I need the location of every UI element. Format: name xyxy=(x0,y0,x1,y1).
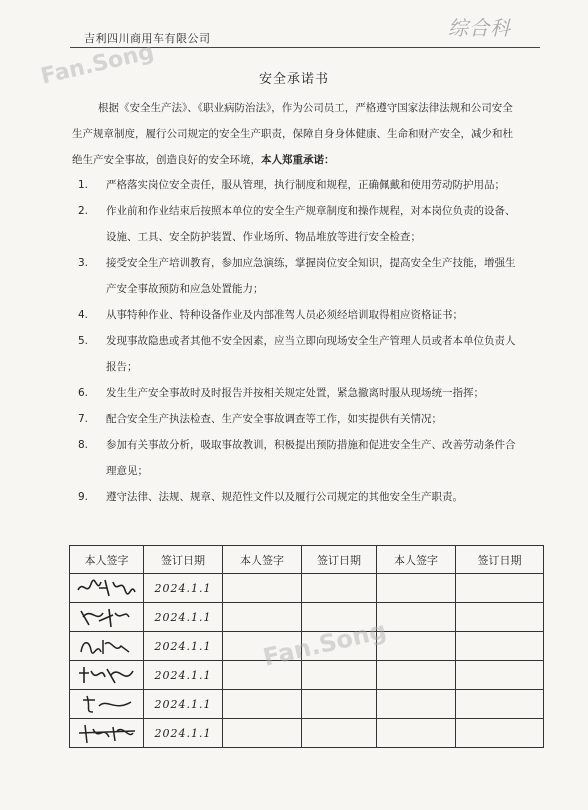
empty-cell xyxy=(456,574,544,603)
column-header-date: 签订日期 xyxy=(144,546,223,574)
list-item xyxy=(78,302,522,328)
list-item xyxy=(78,484,522,510)
empty-cell xyxy=(456,603,544,632)
signing-date: 2024.1.1 xyxy=(144,719,223,748)
item-text: 作业前和作业结束后按照本单位的安全生产规章制度和操作规程，对本岗位负责的设备、设施、工具、安全防护装置、作业场所、物品堆放等进行安全检查； xyxy=(106,205,516,243)
handwritten-signature xyxy=(70,690,144,719)
item-text: 从事特种作业、特种设备作业及内部准驾人员必须经培训取得相应资格证书； xyxy=(106,309,463,321)
item-number: 1. xyxy=(78,179,89,191)
handwritten-signature xyxy=(70,719,144,748)
item-number: 9. xyxy=(78,491,89,503)
empty-cell xyxy=(302,661,377,690)
list-item xyxy=(78,198,522,250)
item-text: 发生生产安全事故时及时报告并按相关规定处置，紧急撤离时服从现场统一指挥； xyxy=(106,387,484,399)
empty-cell xyxy=(456,632,544,661)
item-number: 7. xyxy=(78,413,89,425)
empty-cell xyxy=(223,603,302,632)
list-item xyxy=(78,250,522,302)
empty-cell xyxy=(302,719,377,748)
empty-cell xyxy=(377,719,456,748)
signing-date: 2024.1.1 xyxy=(144,574,223,603)
handwritten-signature xyxy=(70,603,144,632)
item-number: 3. xyxy=(78,257,89,269)
handwritten-signature xyxy=(70,661,144,690)
item-text: 参加有关事故分析，吸取事故教训，积极提出预防措施和促进安全生产、改善劳动条件合理意见； xyxy=(106,439,516,477)
table-row xyxy=(70,603,544,632)
company-header: 吉利四川商用车有限公司 xyxy=(84,32,211,45)
signing-date: 2024.1.1 xyxy=(144,661,223,690)
commitment-list xyxy=(78,172,522,510)
table-row xyxy=(70,574,544,603)
list-item xyxy=(78,328,522,380)
list-item xyxy=(78,172,522,198)
empty-cell xyxy=(377,632,456,661)
empty-cell xyxy=(223,574,302,603)
item-text: 配合安全生产执法检查、生产安全事故调查等工作，如实提供有关情况； xyxy=(106,413,442,425)
empty-cell xyxy=(456,719,544,748)
empty-cell xyxy=(377,690,456,719)
intro-paragraph xyxy=(72,95,518,173)
column-header-signature: 本人签字 xyxy=(223,546,302,574)
item-text: 接受安全生产培训教育，参加应急演练，掌握岗位安全知识，提高安全生产技能，增强生产安全事故预防和应急处置能力； xyxy=(106,257,516,295)
column-header-date: 签订日期 xyxy=(456,546,544,574)
empty-cell xyxy=(223,719,302,748)
signing-date: 2024.1.1 xyxy=(144,603,223,632)
table-row xyxy=(70,661,544,690)
watermark-top: Fan.Song xyxy=(38,39,157,90)
handwritten-signature xyxy=(70,632,144,661)
item-number: 8. xyxy=(78,439,89,451)
list-item xyxy=(78,406,522,432)
item-number: 2. xyxy=(78,205,89,217)
table-row xyxy=(70,719,544,748)
empty-cell xyxy=(302,574,377,603)
item-number: 4. xyxy=(78,309,89,321)
list-item xyxy=(78,432,522,484)
department-stamp-mark: 综合科 xyxy=(448,16,511,40)
list-item xyxy=(78,380,522,406)
document-title: 安全承诺书 xyxy=(258,72,329,87)
empty-cell xyxy=(456,661,544,690)
column-header-date: 签订日期 xyxy=(302,546,377,574)
item-number: 5. xyxy=(78,335,89,347)
column-header-signature: 本人签字 xyxy=(70,546,144,574)
intro-text: 根据《安全生产法》、《职业病防治法》，作为公司员工，严格遵守国家法律法规和公司安全生产规章制度，履行公司规定的安全生产职责，保障自身身体健康、生命和财产安全，减少和杜绝生产安全事故，创造良好的安全环境， xyxy=(72,102,513,166)
empty-cell xyxy=(377,661,456,690)
empty-cell xyxy=(377,603,456,632)
item-text: 遵守法律、法规、规章、规范性文件以及履行公司规定的其他安全生产职责。 xyxy=(106,491,463,503)
empty-cell xyxy=(377,574,456,603)
intro-commitment: 本人郑重承诺： xyxy=(261,154,335,166)
empty-cell xyxy=(223,690,302,719)
watermark-bottom: Fan.Song xyxy=(260,616,389,672)
item-text: 严格落实岗位安全责任，服从管理，执行制度和规程，正确佩戴和使用劳动防护用品； xyxy=(106,179,505,191)
column-header-signature: 本人签字 xyxy=(377,546,456,574)
signing-date: 2024.1.1 xyxy=(144,690,223,719)
empty-cell xyxy=(302,690,377,719)
table-row xyxy=(70,690,544,719)
item-number: 6. xyxy=(78,387,89,399)
empty-cell xyxy=(456,690,544,719)
signing-date: 2024.1.1 xyxy=(144,632,223,661)
item-text: 发现事故隐患或者其他不安全因素，应当立即向现场安全生产管理人员或者本单位负责人报告； xyxy=(106,335,516,373)
signature-header-row xyxy=(70,546,544,574)
handwritten-signature xyxy=(70,574,144,603)
